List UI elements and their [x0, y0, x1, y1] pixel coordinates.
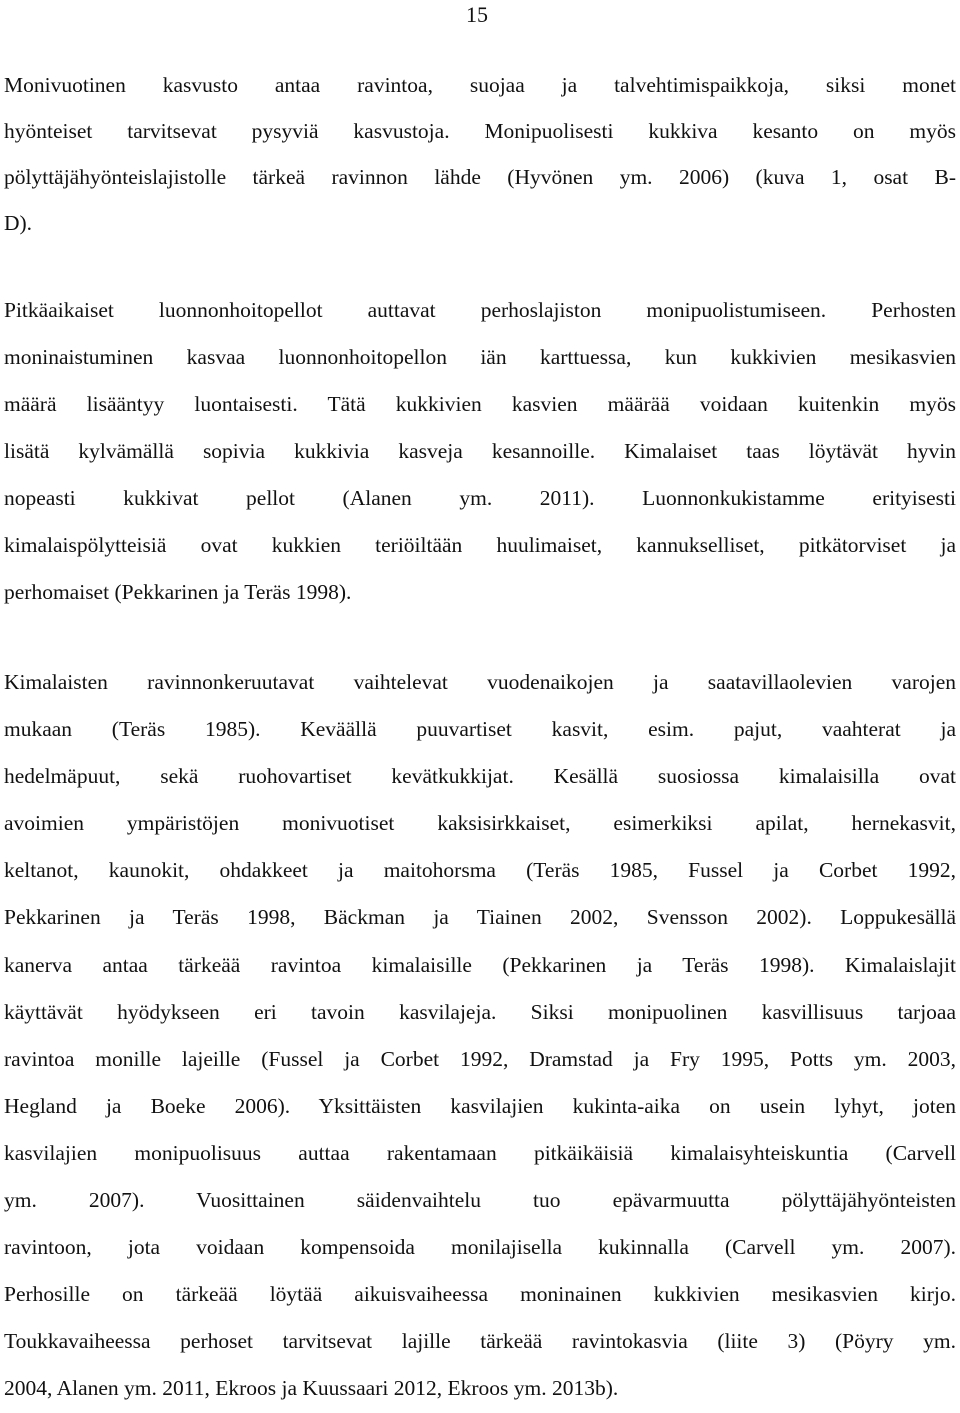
text-line: ym. 2007). Vuosittainen säidenvaihtelu tuo epävarmuutta pölyttäjähyönteisten: [4, 1188, 956, 1213]
text-line: hedelmäpuut, sekä ruohovartiset kevätkukkijat. Kesällä suosiossa kimalaisilla ovat: [4, 764, 956, 789]
text-line: Pekkarinen ja Teräs 1998, Bäckman ja Tiainen 2002, Svensson 2002). Loppukesällä: [4, 905, 956, 930]
text-line: Pitkäaikaiset luonnonhoitopellot auttavat perhoslajiston monipuolistumiseen. Perhosten: [4, 298, 956, 322]
paragraph-3: [4, 659, 956, 1413]
text-line: mukaan (Teräs 1985). Keväällä puuvartiset kasvit, esim. pajut, vaahterat ja: [4, 717, 956, 742]
text-line: kimalaispölytteisiä ovat kukkien teriöiltään huulimaiset, kannukselliset, pitkätorviset ja: [4, 533, 956, 557]
text-line: hyönteiset tarvitsevat pysyviä kasvustoja. Monipuolisesti kukkiva kesanto on myös: [4, 119, 956, 143]
text-line: 2004, Alanen ym. 2011, Ekroos ja Kuussaari 2012, Ekroos ym. 2013b).: [4, 1376, 619, 1401]
text-line: Toukkavaiheessa perhoset tarvitsevat lajille tärkeää ravintokasvia (liite 3) (Pöyry ym.: [4, 1329, 956, 1354]
text-line: Perhosille on tärkeää löytää aikuisvaiheessa moninainen kukkivien mesikasvien kirjo.: [4, 1282, 956, 1307]
text-line: ravintoa monille lajeille (Fussel ja Corbet 1992, Dramstad ja Fry 1995, Potts ym. 2003,: [4, 1046, 956, 1071]
text-line: Kimalaisten ravinnonkeruutavat vaihtelevat vuodenaikojen ja saatavillaolevien varojen: [4, 670, 956, 694]
text-line: lisätä kylvämällä sopivia kukkivia kasveja kesannoille. Kimalaiset taas löytävät hyvin: [4, 439, 956, 463]
text-line: ravintoon, jota voidaan kompensoida monilajisella kukinnalla (Carvell ym. 2007).: [4, 1235, 956, 1260]
text-line: Monivuotinen kasvusto antaa ravintoa, suojaa ja talvehtimispaikkoja, siksi monet: [4, 73, 956, 97]
text-line: keltanot, kaunokit, ohdakkeet ja maitohorsma (Teräs 1985, Fussel ja Corbet 1992,: [4, 858, 956, 883]
page-number: 15: [466, 2, 488, 27]
text-line: pölyttäjähyönteislajistolle tärkeä ravinnon lähde (Hyvönen ym. 2006) (kuva 1, osat B-: [4, 165, 956, 189]
text-line: määrä lisääntyy luontaisesti. Tätä kukkivien kasvien määrää voidaan kuitenkin myös: [4, 392, 956, 416]
text-line: perhomaiset (Pekkarinen ja Teräs 1998).: [4, 580, 352, 604]
text-line: Hegland ja Boeke 2006). Yksittäisten kasvilajien kukinta-aika on usein lyhyt, joten: [4, 1093, 956, 1118]
text-line: D).: [4, 211, 33, 235]
text-line: käyttävät hyödykseen eri tavoin kasvilajeja. Siksi monipuolinen kasvillisuus tarjoaa: [4, 999, 956, 1024]
text-line: kasvilajien monipuolisuus auttaa rakentamaan pitkäikäisiä kimalaisyhteiskuntia (Carvell: [4, 1140, 956, 1165]
paragraph-2: [4, 287, 956, 616]
text-line: kanerva antaa tärkeää ravintoa kimalaisille (Pekkarinen ja Teräs 1998). Kimalaislajit: [4, 952, 956, 977]
text-line: avoimien ympäristöjen monivuotiset kaksisirkkaiset, esimerkiksi apilat, hernekasvit,: [4, 811, 956, 836]
paragraph-1: [4, 62, 956, 246]
text-line: moninaistuminen kasvaa luonnonhoitopellon iän karttuessa, kun kukkivien mesikasvien: [4, 345, 956, 369]
text-line: nopeasti kukkivat pellot (Alanen ym. 2011). Luonnonkukistamme erityisesti: [4, 486, 956, 510]
